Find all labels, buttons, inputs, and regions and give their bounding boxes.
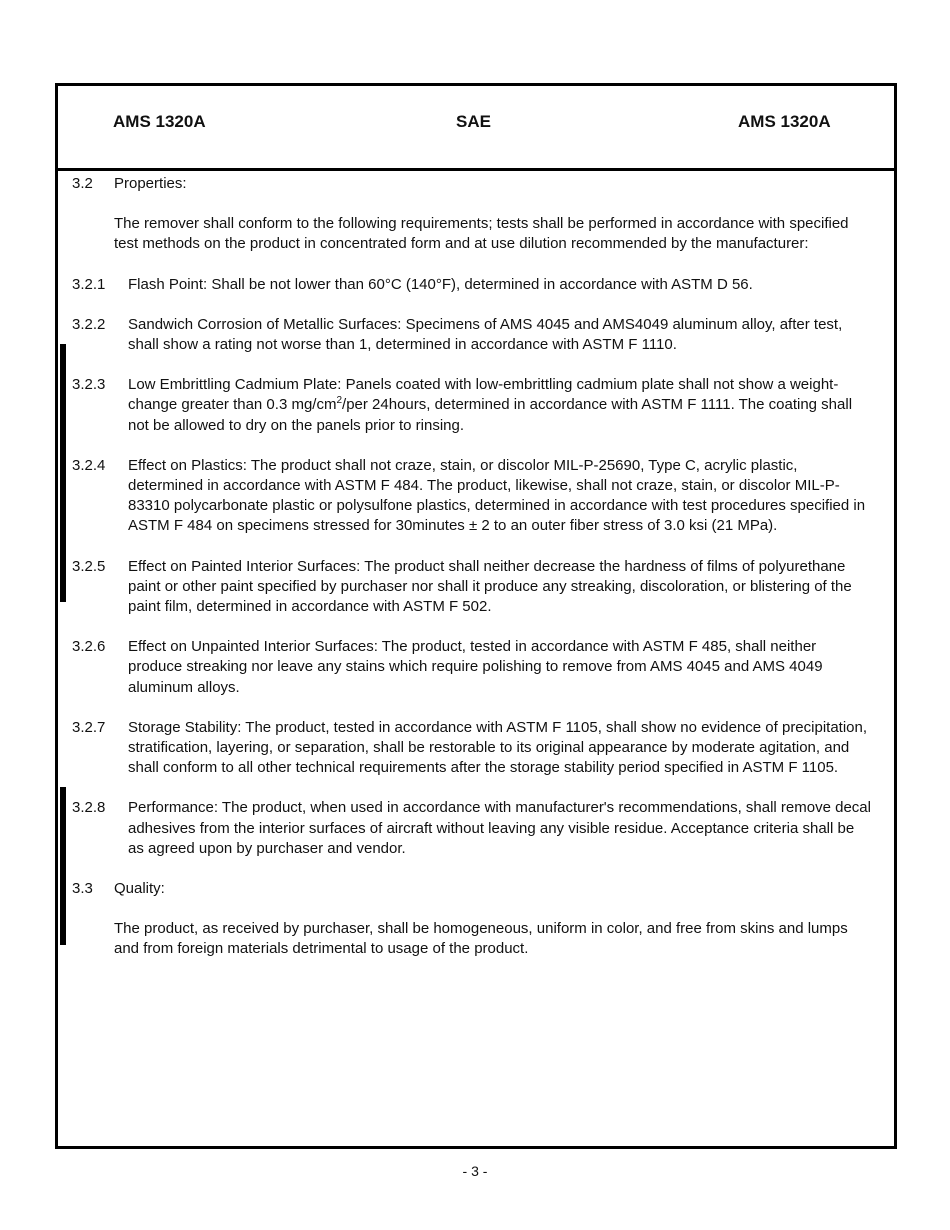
clause-text-part-1: Low Embrittling Cadmium Plate: Panels coated with low-embrittling cadmium plate shall not show a weight-change greater than 0.3 mg/cm xyxy=(128,376,839,414)
clause-3-2-7 xyxy=(58,718,894,779)
clause-number: 3.2.3 xyxy=(72,376,106,394)
section-number: 3.3 xyxy=(72,880,93,898)
revision-change-bar xyxy=(60,787,66,945)
clause-number: 3.2.2 xyxy=(72,315,106,333)
section-body: The product, as received by purchaser, shall be homogeneous, uniform in color, and free from skins and lumps and from foreign materials detrimental to usage of the product. xyxy=(114,920,848,958)
document-body xyxy=(58,174,894,980)
clause-3-2-3 xyxy=(58,375,894,436)
page-frame xyxy=(55,83,897,1149)
revision-change-bar xyxy=(60,344,66,602)
clause-3-2-8 xyxy=(58,798,894,859)
header-org: SAE xyxy=(456,112,491,131)
clause-number: 3.2.1 xyxy=(72,275,106,293)
section-3-3 xyxy=(58,879,894,960)
clause-text: Effect on Plastics: The product shall not craze, stain, or discolor MIL-P-25690, Type C, acrylic plastic, determined in accordance with ASTM F 484. The product, likewise, shall not craze, stain, or discolor MIL-P-83310 polycarbonate plastic or polysulfone plastics, determined in accordance with test procedures specified in ASTM F 484 on specimens stressed for 30minutes ± 2 to an outer fiber stress of 3.0 ksi (21 MPa). xyxy=(128,456,866,535)
section-heading: Properties: xyxy=(114,175,187,192)
page-number: - 3 - xyxy=(462,1163,488,1179)
clause-3-2-2 xyxy=(58,315,894,355)
clause-3-2-4 xyxy=(58,456,894,537)
clause-3-2-6 xyxy=(58,637,894,698)
header-doc-id-right: AMS 1320A xyxy=(738,112,831,131)
clause-number: 3.2.7 xyxy=(72,718,106,736)
page-header xyxy=(58,86,894,171)
clause-3-2-1 xyxy=(58,275,894,295)
clause-text: Effect on Painted Interior Surfaces: The product shall neither decrease the hardness of films of polyurethane paint or other paint specified by purchaser nor shall it produce any streaking, discoloration, or blistering of the paint film, determined in accordance with ASTM F 502. xyxy=(128,557,852,616)
clause-number: 3.2.5 xyxy=(72,557,106,575)
clause-number: 3.2.8 xyxy=(72,799,106,817)
clause-text-part-2: /per 24hours, determined in accordance with ASTM F 1111. The coating shall not be allowed to dry on the panels prior to rinsing. xyxy=(128,396,853,434)
clause-number: 3.2.6 xyxy=(72,638,106,656)
clause-text: Flash Point: Shall be not lower than 60°C (140°F), determined in accordance with ASTM D 56. xyxy=(128,275,753,293)
superscript: 2 xyxy=(336,395,343,407)
header-doc-id-left: AMS 1320A xyxy=(113,112,206,131)
section-intro: The remover shall conform to the following requirements; tests shall be performed in accordance with specified test methods on the product in concentrated form and at use dilution recommended by the manufacturer: xyxy=(114,215,849,253)
clause-3-2-5 xyxy=(58,557,894,618)
clause-text xyxy=(58,375,894,436)
section-number: 3.2 xyxy=(72,175,93,192)
section-heading: Quality: xyxy=(114,880,165,898)
clause-text: Storage Stability: The product, tested in accordance with ASTM F 1105, shall show no evidence of precipitation, stratification, layering, or separation, shall be restorable to its original appearance by moderate agitation, and shall conform to all other technical requirements after the storage stability period specified in ASTM F 1105. xyxy=(128,718,868,777)
clause-text: Effect on Unpainted Interior Surfaces: The product, tested in accordance with ASTM F 485, shall neither produce streaking nor leave any stains which require polishing to remove from AMS 4045 and AMS 4049 aluminum alloys. xyxy=(128,638,823,696)
clause-text: Sandwich Corrosion of Metallic Surfaces: Specimens of AMS 4045 and AMS4049 aluminum alloy, after test, shall show a rating not worse than 1, determined in accordance with ASTM F 1110. xyxy=(128,315,843,354)
clause-text: Performance: The product, when used in accordance with manufacturer's recommendations, shall remove decal adhesives from the interior surfaces of aircraft without leaving any visible residue. Acceptance criteria shall be as agreed upon by purchaser and vendor. xyxy=(128,799,871,857)
clause-number: 3.2.4 xyxy=(72,456,106,474)
section-3-2 xyxy=(58,174,894,255)
